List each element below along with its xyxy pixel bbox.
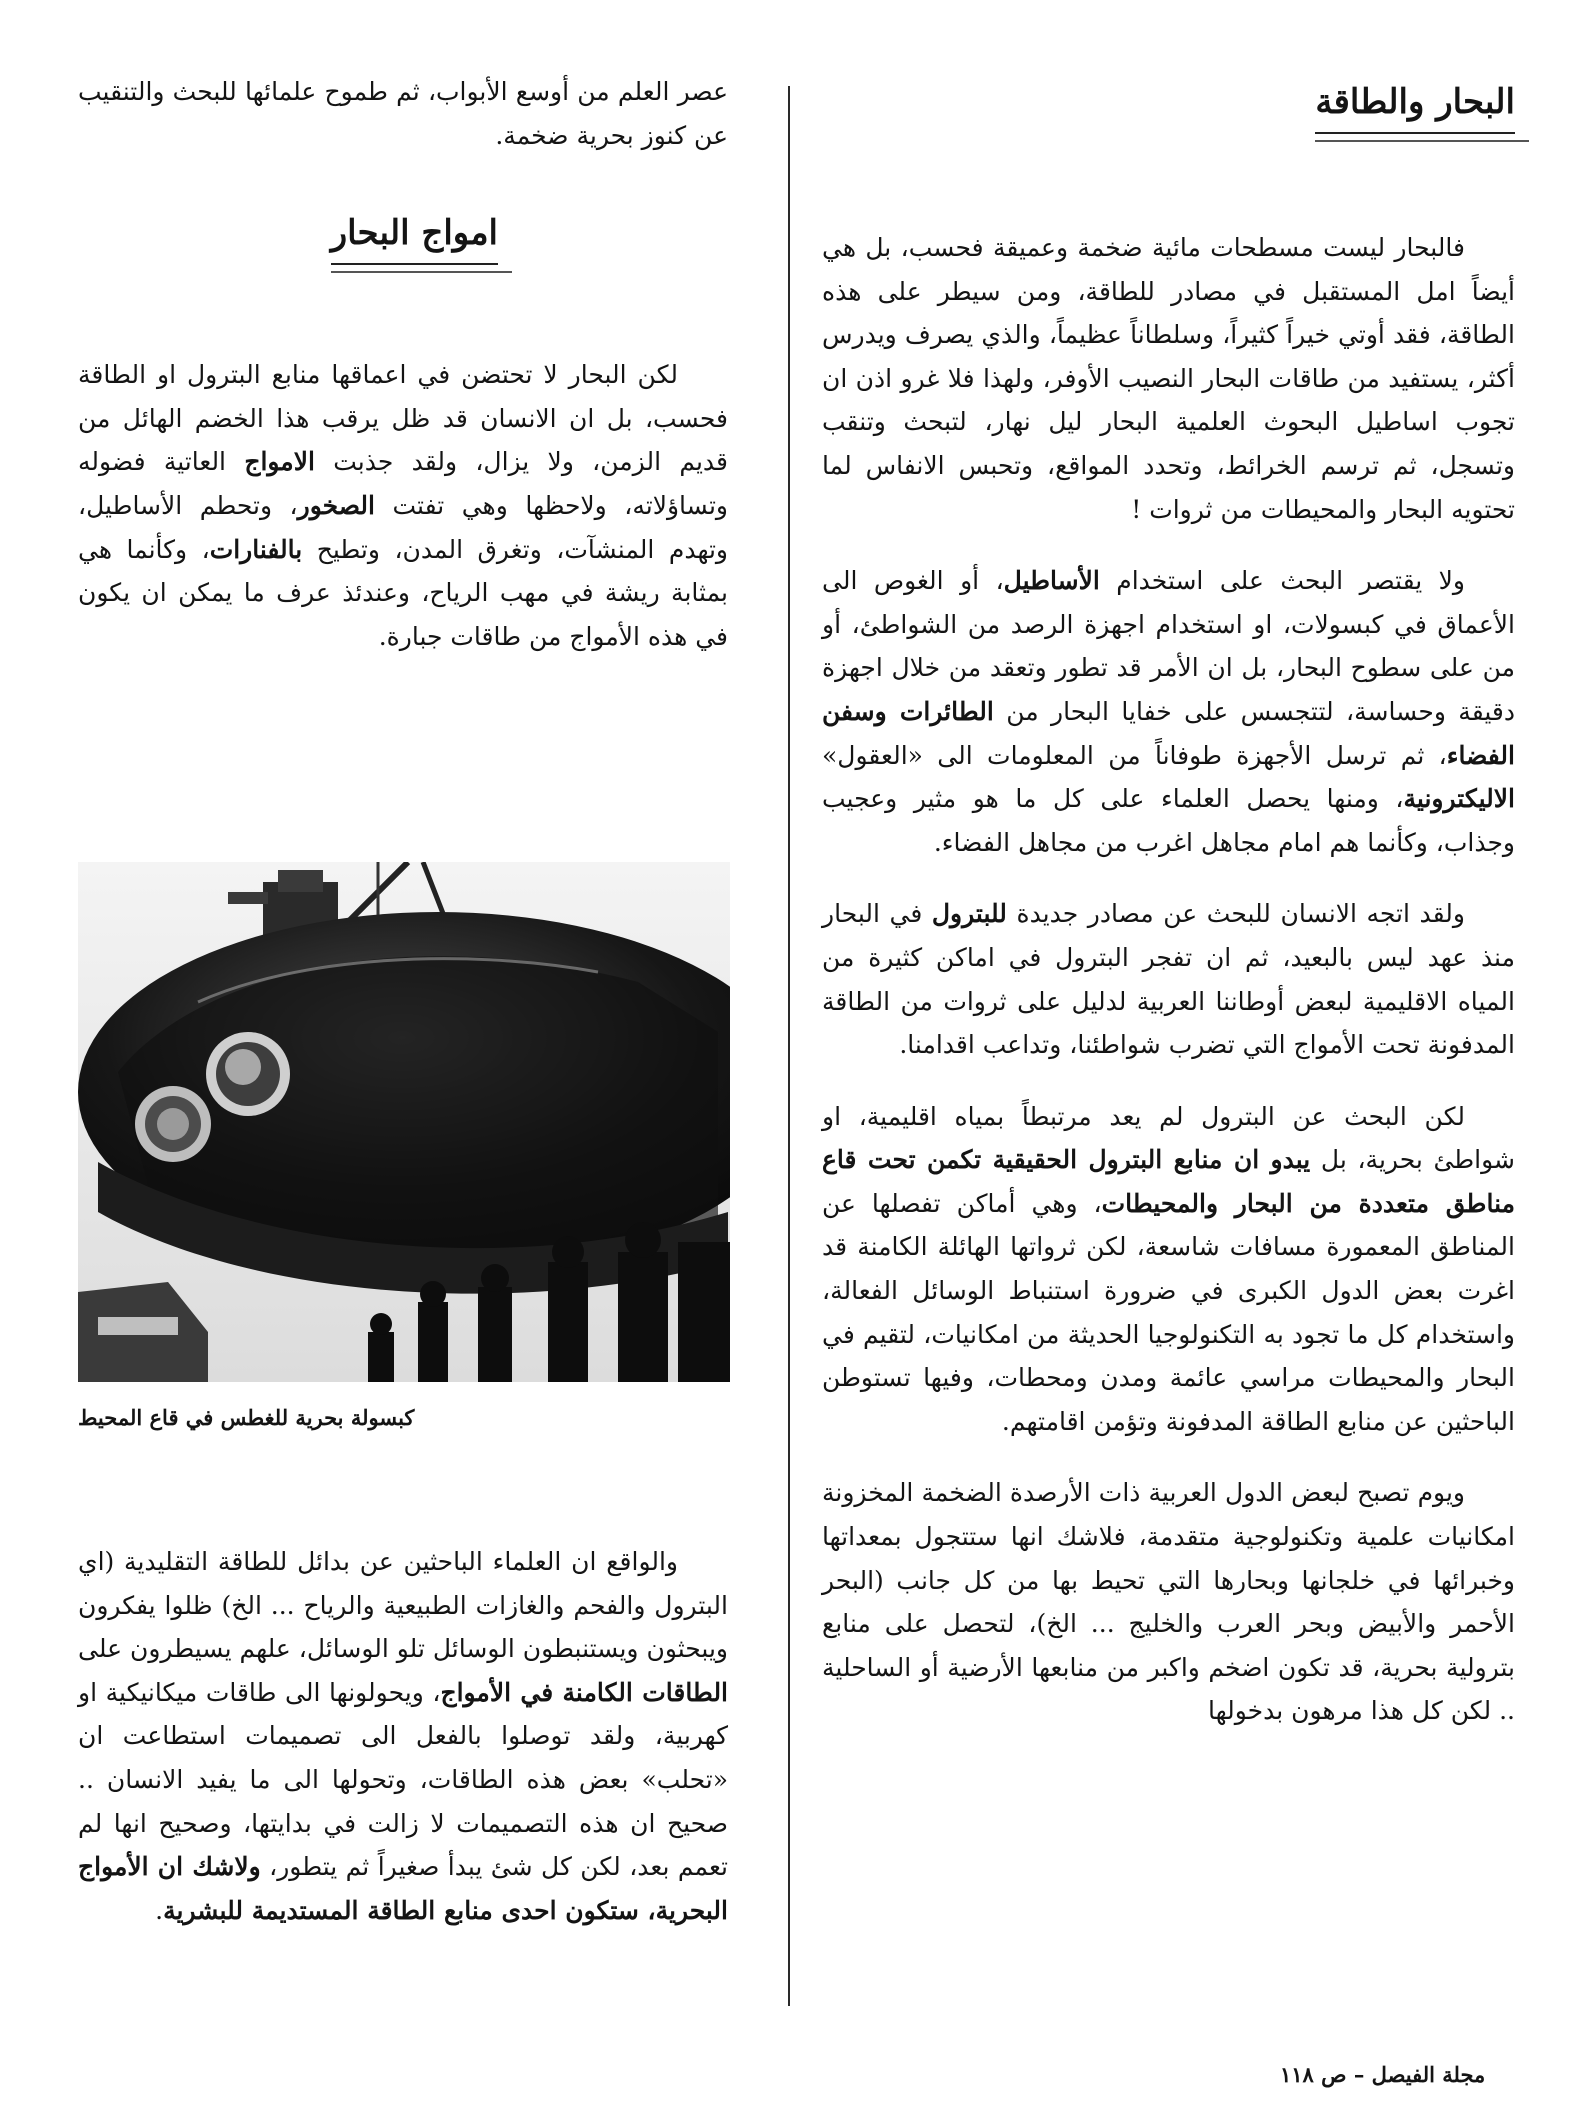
paragraph [78,1540,728,1932]
continuation-paragraph: عصر العلم من أوسع الأبواب، ثم طموح علمائها للبحث والتنقيب عن كنوز بحرية ضخمة. [78,77,728,150]
photo-caption-text: كبسولة بحرية للغطس في قاع المحيط [78,1405,415,1430]
bold-phrase: الطاقات الكامنة في الأمواج [440,1677,729,1707]
text-run: ، وهي أماكن تفصلها عن المناطق المعمورة مسافات شاسعة، لكن ثرواتها الهائلة الكامنة قد اغرت بعض الدول الكبرى في ضرورة استنباط الوسائل الفعالة، واستخدام كل ما تجود به التكنولوجيا الحديثة من امكانيات، لتقيم في البحار والمحيطات مراسي عائمة ومدن ومحطات، وفيها تستوطن الباحثين عن منابع الطاقة المدفونة وتؤمن اقامتهم. [822,1188,1515,1436]
bold-phrase: للبترول [931,899,1007,929]
right-paragraphs [822,226,1515,1733]
bold-phrase: ولاشك ان الأمواج البحرية، ستكون احدى منابع الطاقة المستديمة للبشرية [78,1852,728,1925]
bold-phrase: الأساطيل [1003,566,1100,596]
bold-phrase: بالفنارات [209,534,303,564]
right-heading-wrap [822,70,1515,226]
text-run: لكن البحار لا تحتضن في اعماقها منابع البترول او الطاقة فحسب، بل ان الانسان قد ظل يرقب هذا الخضم الهائل من قديم الزمن، ولا يزال، ولقد جذبت [78,360,728,477]
bold-phrase: الامواج [244,447,315,477]
capsule-photo [78,862,730,1382]
left-heading-wrap [78,209,728,265]
page-footer [1280,2062,1520,2087]
left-column-bottom [78,1540,728,1960]
left-bottom-paragraphs [78,1540,728,1932]
text-run: ويوم تصبح لبعض الدول العربية ذات الأرصدة الضخمة المخزونة امكانيات علمية وتكنولوجية متقدمة، فلاشك انها ستتجول بمعداتها وخبرائها في خلجانها وبحارها التي تحيط بها من كل جانب (البحر الأحمر والأبيض وبحر العرب والخليج ... الخ)، لتحصل على منابع بترولية بحرية، قد تكون اضخم واكبر من منابعها الأرضية أو الساحلية .. لكن كل هذا مرهون بدخولها [822,1478,1515,1726]
capsule-photo-illustration [78,862,730,1382]
paragraph [822,559,1515,864]
bold-phrase: يبدو ان منابع البترول الحقيقية تكمن تحت قاع مناطق متعددة من البحار والمحيطات [822,1145,1515,1218]
paragraph [822,892,1515,1066]
text-run: ولا يقتصر البحث على استخدام [1099,566,1465,596]
paragraph [78,353,728,658]
text-run: ، ثم ترسل الأجهزة طوفاناً من المعلومات الى «العقول» [822,740,1447,770]
text-run: العاتية فضوله وتساؤلاته، ولاحظها وهي تفتت [78,447,728,520]
text-run: فالبحار ليست مسطحات مائية ضخمة وعميقة فحسب، بل هي أيضاً امل المستقبل في مصادر للطاقة، ومن سيطر على هذه الطاقة، فقد أوتي خيراً كثيراً، وسلطاناً عظيماً، والذي يصرف ويدرس أكثر، يستفيد من طاقات البحار النصيب الأوفر، ولهذا فلا غرو اذن ان تجوب اساطيل البحوث العلمية البحار ليل نهار، لتبحث وتنقب وتسجل، ثم ترسم الخرائط، وتحدد المواقع، وتحبس الانفاس لما تحتويه البحار والمحيطات من ثروات ! [822,233,1515,524]
text-run: ، ومنها يحصل العلماء على كل ما هو مثير وعجيب وجذاب، وكأنما هم امام مجاهل اغرب من مجاهل الفضاء. [822,784,1515,857]
text-run: ، وتحطم الأساطيل، وتهدم المنشآت، وتغرق المدن، وتطيح [78,490,728,564]
bold-phrase: الاليكترونية [1403,784,1515,814]
bold-phrase: الطائرات وسفن الفضاء [822,696,1515,770]
left-paragraphs [78,353,728,658]
text-run: . [155,1895,164,1925]
text-run: ، وكأنما هي بمثابة ريشة في مهب الرياح، وعندئذ عرف ما يمكن ان يكون في هذه الأمواج من طاقات جبارة. [78,534,728,651]
paragraph [822,1471,1515,1733]
section-heading-seas-energy: البحار والطاقة [1315,78,1515,134]
text-run: ، ويحولونها الى طاقات ميكانيكية او كهربية، ولقد توصلوا بالفعل الى تصميمات استطاعت ان «تحلب» بعض هذه الطاقات، وتحولها الى ما يفيد الانسان .. صحيح ان هذه التصميمات لا زالت في بدايتها، وصحيح انها لم تعمم بعد، لكن كل شئ يبدأ صغيراً ثم يتطور، [78,1677,728,1882]
text-run: والواقع ان العلماء الباحثين عن بدائل للطاقة التقليدية (اي البترول والفحم والغازات الطبيعية والرياح ... الخ) ظلوا يفكرون ويبحثون ويستنبطون الوسائل تلو الوسائل، علهم يسيطرون على [78,1547,728,1664]
text-run: ، أو الغوص الى الأعماق في كبسولات، او استخدام اجهزة الرصد من الشواطئ، أو من على سطوح البحار، بل ان الأمر قد تطور وتعقد من خلال اجهزة دقيقة وحساسة، لتتجسس على خفايا البحار من [822,566,1515,726]
paragraph [822,1095,1515,1444]
photo-caption [78,1405,730,1430]
left-column [78,70,728,686]
text-run: في البحار منذ عهد ليس بالبعيد، ثم ان تفجر البترول في اماكن كثيرة من المياه الاقليمية لبعض أوطاننا العربية لدليل على ثروات من الطاقة المدفونة تحت الأمواج التي تضرب شواطئنا، وتداعب اقدامنا. [822,899,1515,1060]
footer-journal-page: مجلة الفيصل – ص ١١٨ [1280,2062,1486,2087]
column-divider [788,86,790,2006]
text-run: ولقد اتجه الانسان للبحث عن مصادر جديدة [1006,899,1465,929]
right-column [822,70,1515,1761]
paragraph [822,226,1515,531]
section-heading-sea-waves: امواج البحار [331,209,498,265]
text-run: لكن البحث عن البترول لم يعد مرتبطاً بمياه اقليمية، او شواطئ بحرية، بل [822,1101,1515,1175]
bold-phrase: الصخور [297,490,375,520]
